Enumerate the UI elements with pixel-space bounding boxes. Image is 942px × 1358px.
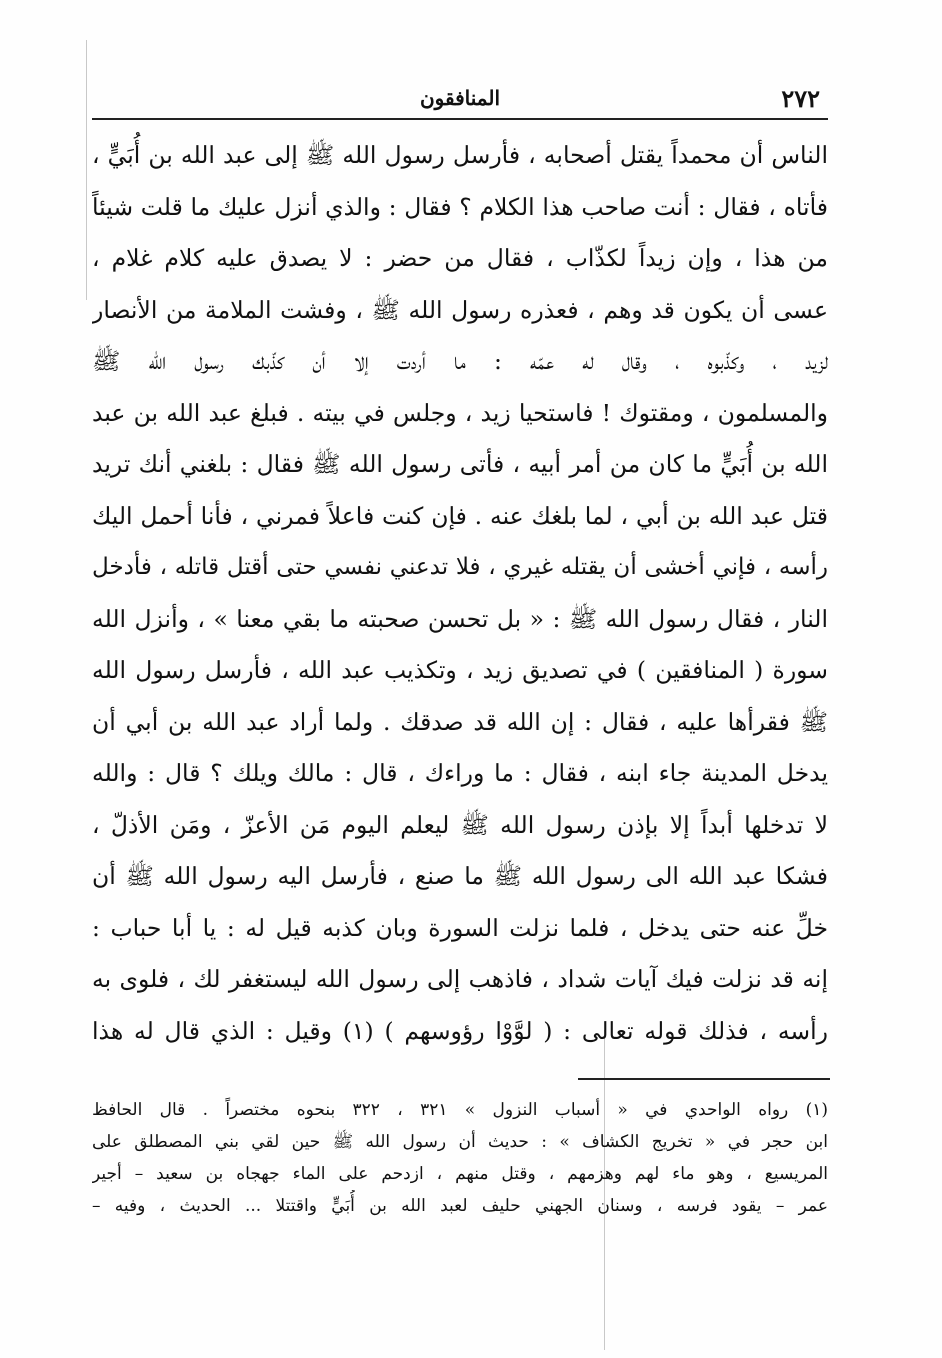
footnote-line: (١) رواه الواحدي في « أسباب النزول » ٣٢١ ، ٣٢٢ بنحوه مختصراً . قال الحافظ [92, 1100, 828, 1120]
text-line: والمسلمون ، ومقتوك ! فاستحيا زيد ، وجلس في بيته . فبلغ عبد الله بن عبد [92, 398, 828, 427]
text-line: رأسه ، فذلك قوله تعالى : ( لوَّوْا رؤوسهم ) (١) وقيل : الذي قال له هذا [92, 1016, 828, 1045]
footnote-line: عمر – يقود فرسه ، وسنان الجهني حليف لعبد الله بن أُبَيٍّ واقتتلا ... الحديث ، وفيه – [92, 1196, 828, 1216]
text-line: قتل عبد الله بن أبي ، لما بلغك عنه . فإن كنت فاعلاً فمرني ، فأنا أحمل اليك [92, 501, 828, 530]
text-line: لا تدخلها أبداً إلا بإذن رسول الله ﷺ ليعلم اليوم مَن الأعزّ ، ومَن الأذلّ ، [92, 810, 828, 839]
footnote-line: ابن حجر في « تخريج الكشاف » : حديث أن رسول الله ﷺ حين لقي بني المصطلق على [92, 1132, 828, 1152]
text-line: سورة ( المنافقين ) في تصديق زيد ، وتكذيب عبد الله ، فأرسل رسول الله [92, 656, 828, 684]
text-line: الله بن أُبَيٍّ ما كان من أمر أبيه ، فأتى رسول الله ﷺ فقال : بلغني أنك تريد [92, 450, 828, 478]
text-line: الناس أن محمداً يقتل أصحابه ، فأرسل رسول الله ﷺ إلى عبد الله بن أُبَيٍّ ، [92, 141, 828, 169]
header-rule [92, 118, 828, 120]
scan-artifact [86, 40, 87, 300]
main-text [92, 130, 828, 1057]
text-line: رأسه ، فإني أخشى أن يقتله غيري ، فلا تدعني نفسي حتى أقتل قاتله ، فأدخل [92, 554, 828, 580]
page-header [92, 84, 828, 112]
text-line: ﷺ فقرأها عليه ، فقال : إن الله قد صدقك . ولما أراد عبد الله بن أبي أن [92, 707, 828, 736]
text-line: عسى أن يكون قد وهم ، فعذره رسول الله ﷺ ، وفشت الملامة من الأنصار [92, 295, 828, 324]
text-line: فشكا عبد الله الى رسول الله ﷺ ما صنع ، فأرسل اليه رسول الله ﷺ أن [92, 862, 828, 890]
text-line: يدخل المدينة جاء ابنه ، فقال : ما وراءك ، قال : مالك ويلك ؟ قال : والله [92, 759, 828, 787]
footnote-separator [578, 1078, 830, 1080]
text-line: خلِّ عنه حتى يدخل ، فلما نزلت السورة وبان كذبه قيل له : يا أبا حباب : [92, 913, 828, 942]
text-line: إنه قد نزلت فيك آيات شداد ، فاذهب إلى رسول الله ليستغفر لك ، فلوى به [92, 965, 828, 993]
footnotes [92, 1094, 828, 1222]
page-number: ٢٧٢ [781, 84, 820, 113]
text-line: لزيد ، وكذّبوه ، وقال له عمّه : ما أردت إلا أن كذّبك رسول الله ﷺ [92, 347, 828, 375]
text-line: النار ، فقال رسول الله ﷺ : « بل تحسن صحبته ما بقي معنا » ، وأنزل الله [92, 604, 828, 633]
text-line: من هذا ، وإن زيداً لكذّاب ، فقال من حضر : لا يصدق عليه كلام غلام ، [92, 244, 828, 272]
footnote-line: المريسيع ، وهو ماء لهم وهزمهم ، وقتل منهم ، ازدحم على الماء جهجاه بن سعيد – أجير [92, 1164, 828, 1184]
text-line: فأتاه ، فقال : أنت صاحب هذا الكلام ؟ فقال : والذي أنزل عليك ما قلت شيئاً [92, 192, 828, 221]
running-title: المنافقون [419, 86, 501, 110]
